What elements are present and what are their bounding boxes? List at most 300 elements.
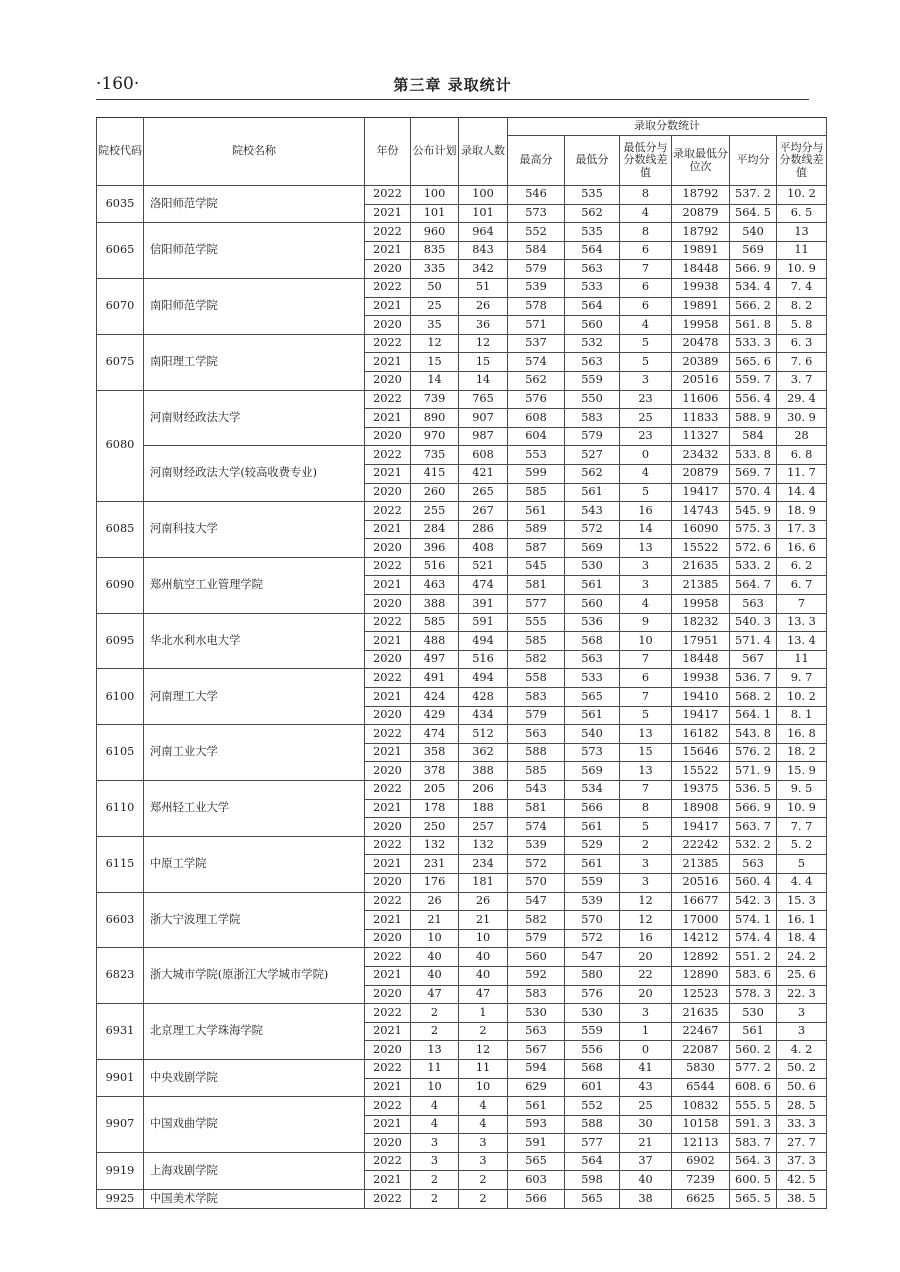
cell-avg: 574. 1 [730, 911, 777, 930]
cell-min-diff: 8 [620, 223, 672, 242]
table-row [97, 948, 827, 967]
cell-max: 563 [508, 725, 565, 744]
school-name: 中国戏曲学院 [144, 1097, 365, 1153]
cell-min-diff: 13 [620, 762, 672, 781]
cell-min-diff: 20 [620, 948, 672, 967]
school-name: 南阳师范学院 [144, 278, 365, 334]
cell-min: 570 [565, 911, 620, 930]
school-code: 6080 [97, 390, 144, 502]
cell-min: 572 [565, 520, 620, 539]
cell-year: 2020 [365, 706, 411, 725]
cell-admitted: 2 [459, 1190, 508, 1209]
cell-year: 2021 [365, 204, 411, 223]
cell-max: 573 [508, 204, 565, 223]
cell-max: 593 [508, 1115, 565, 1134]
cell-min: 563 [565, 650, 620, 669]
cell-avg-diff: 37. 3 [777, 1152, 827, 1171]
table-row [97, 223, 827, 242]
cell-admitted: 521 [459, 557, 508, 576]
cell-avg-diff: 8. 2 [777, 297, 827, 316]
cell-avg-diff: 11 [777, 650, 827, 669]
cell-plan: 4 [411, 1097, 459, 1116]
cell-min-rank: 19417 [672, 483, 730, 502]
school-name: 河南财经政法大学(较高收费专业) [144, 446, 365, 502]
cell-avg-diff: 11 [777, 241, 827, 260]
cell-avg: 533. 2 [730, 557, 777, 576]
cell-min-rank: 19958 [672, 316, 730, 335]
cell-min-rank: 20879 [672, 464, 730, 483]
cell-max: 539 [508, 278, 565, 297]
cell-plan: 260 [411, 483, 459, 502]
cell-min-diff: 7 [620, 688, 672, 707]
cell-admitted: 494 [459, 669, 508, 688]
cell-max: 571 [508, 316, 565, 335]
school-code: 6115 [97, 836, 144, 892]
cell-min: 533 [565, 669, 620, 688]
cell-max: 579 [508, 706, 565, 725]
cell-min-diff: 7 [620, 781, 672, 800]
cell-avg-diff: 5. 2 [777, 836, 827, 855]
cell-plan: 255 [411, 502, 459, 521]
cell-year: 2021 [365, 911, 411, 930]
cell-min-diff: 6 [620, 278, 672, 297]
header-code: 院校代码 [97, 118, 144, 186]
table-row [97, 836, 827, 855]
cell-year: 2022 [365, 1190, 411, 1209]
admission-score-table [96, 117, 827, 1209]
cell-admitted: 265 [459, 483, 508, 502]
cell-min-diff: 8 [620, 799, 672, 818]
cell-avg: 543. 8 [730, 725, 777, 744]
cell-plan: 4 [411, 1115, 459, 1134]
cell-avg-diff: 6. 8 [777, 446, 827, 465]
cell-plan: 14 [411, 371, 459, 390]
cell-admitted: 2 [459, 1171, 508, 1190]
cell-admitted: 907 [459, 409, 508, 428]
cell-avg: 567 [730, 650, 777, 669]
cell-year: 2021 [365, 241, 411, 260]
cell-year: 2022 [365, 557, 411, 576]
cell-plan: 205 [411, 781, 459, 800]
cell-year: 2021 [365, 1115, 411, 1134]
cell-min-rank: 12892 [672, 948, 730, 967]
cell-min-diff: 21 [620, 1134, 672, 1153]
table-row [97, 1004, 827, 1023]
cell-avg-diff: 9. 5 [777, 781, 827, 800]
cell-admitted: 428 [459, 688, 508, 707]
cell-min: 560 [565, 595, 620, 614]
school-code: 9919 [97, 1152, 144, 1189]
cell-max: 582 [508, 911, 565, 930]
cell-avg: 540 [730, 223, 777, 242]
cell-min-rank: 19958 [672, 595, 730, 614]
cell-admitted: 765 [459, 390, 508, 409]
cell-admitted: 40 [459, 948, 508, 967]
table-row [97, 446, 827, 465]
cell-min-diff: 30 [620, 1115, 672, 1134]
cell-year: 2021 [365, 297, 411, 316]
cell-plan: 25 [411, 297, 459, 316]
table-row [97, 502, 827, 521]
cell-year: 2020 [365, 427, 411, 446]
cell-admitted: 26 [459, 297, 508, 316]
cell-plan: 2 [411, 1171, 459, 1190]
cell-min: 588 [565, 1115, 620, 1134]
cell-year: 2022 [365, 892, 411, 911]
cell-year: 2022 [365, 186, 411, 205]
cell-avg: 584 [730, 427, 777, 446]
cell-plan: 429 [411, 706, 459, 725]
cell-min: 562 [565, 204, 620, 223]
cell-min-rank: 18908 [672, 799, 730, 818]
cell-plan: 100 [411, 186, 459, 205]
cell-min: 569 [565, 762, 620, 781]
cell-year: 2020 [365, 371, 411, 390]
cell-min-rank: 23432 [672, 446, 730, 465]
cell-year: 2022 [365, 1004, 411, 1023]
cell-min-diff: 15 [620, 743, 672, 762]
cell-admitted: 206 [459, 781, 508, 800]
cell-plan: 358 [411, 743, 459, 762]
cell-min-diff: 23 [620, 427, 672, 446]
cell-admitted: 843 [459, 241, 508, 260]
cell-min-rank: 22467 [672, 1022, 730, 1041]
table-row [97, 613, 827, 632]
cell-avg-diff: 15. 3 [777, 892, 827, 911]
school-name: 中原工学院 [144, 836, 365, 892]
cell-avg: 600. 5 [730, 1171, 777, 1190]
cell-avg: 568. 2 [730, 688, 777, 707]
cell-max: 589 [508, 520, 565, 539]
cell-year: 2020 [365, 1041, 411, 1060]
school-code: 6085 [97, 502, 144, 558]
cell-avg: 542. 3 [730, 892, 777, 911]
cell-avg-diff: 18. 2 [777, 743, 827, 762]
cell-min-diff: 3 [620, 576, 672, 595]
cell-avg: 561. 8 [730, 316, 777, 335]
cell-avg: 551. 2 [730, 948, 777, 967]
cell-avg: 588. 9 [730, 409, 777, 428]
cell-avg: 565. 6 [730, 353, 777, 372]
table-row [97, 334, 827, 353]
cell-min: 563 [565, 353, 620, 372]
cell-min-rank: 12523 [672, 985, 730, 1004]
cell-admitted: 267 [459, 502, 508, 521]
table-body [97, 186, 827, 1209]
cell-min-rank: 6544 [672, 1078, 730, 1097]
cell-avg: 576. 2 [730, 743, 777, 762]
cell-avg-diff: 7. 6 [777, 353, 827, 372]
cell-min-diff: 4 [620, 204, 672, 223]
school-name: 上海戏剧学院 [144, 1152, 365, 1189]
cell-min-rank: 20516 [672, 371, 730, 390]
cell-min: 533 [565, 278, 620, 297]
cell-min-diff: 20 [620, 985, 672, 1004]
cell-plan: 388 [411, 595, 459, 614]
page-header [96, 74, 809, 96]
cell-year: 2021 [365, 1022, 411, 1041]
school-code: 9907 [97, 1097, 144, 1153]
school-code: 6110 [97, 781, 144, 837]
cell-year: 2022 [365, 613, 411, 632]
cell-max: 543 [508, 781, 565, 800]
cell-min: 565 [565, 688, 620, 707]
cell-plan: 396 [411, 539, 459, 558]
cell-avg-diff: 13. 3 [777, 613, 827, 632]
school-name: 河南科技大学 [144, 502, 365, 558]
cell-admitted: 964 [459, 223, 508, 242]
cell-admitted: 181 [459, 873, 508, 892]
cell-avg-diff: 7 [777, 595, 827, 614]
cell-min: 577 [565, 1134, 620, 1153]
cell-min-rank: 19938 [672, 278, 730, 297]
cell-year: 2022 [365, 725, 411, 744]
cell-max: 587 [508, 539, 565, 558]
cell-admitted: 234 [459, 855, 508, 874]
cell-avg-diff: 18. 4 [777, 929, 827, 948]
cell-avg: 560. 2 [730, 1041, 777, 1060]
cell-plan: 35 [411, 316, 459, 335]
cell-year: 2020 [365, 929, 411, 948]
cell-min: 566 [565, 799, 620, 818]
cell-admitted: 12 [459, 334, 508, 353]
cell-min-diff: 43 [620, 1078, 672, 1097]
school-name: 浙大城市学院(原浙江大学城市学院) [144, 948, 365, 1004]
cell-avg-diff: 3. 7 [777, 371, 827, 390]
cell-min-diff: 0 [620, 446, 672, 465]
cell-plan: 231 [411, 855, 459, 874]
table-row [97, 186, 827, 205]
cell-avg-diff: 5. 8 [777, 316, 827, 335]
cell-min-rank: 11327 [672, 427, 730, 446]
cell-avg-diff: 33. 3 [777, 1115, 827, 1134]
school-code: 6105 [97, 725, 144, 781]
cell-min-rank: 19417 [672, 818, 730, 837]
school-code: 6603 [97, 892, 144, 948]
cell-max: 603 [508, 1171, 565, 1190]
cell-admitted: 512 [459, 725, 508, 744]
cell-min: 573 [565, 743, 620, 762]
school-name: 浙大宁波理工学院 [144, 892, 365, 948]
header-min-rank: 录取最低分位次 [672, 136, 730, 186]
cell-max: 583 [508, 985, 565, 1004]
cell-admitted: 12 [459, 1041, 508, 1060]
cell-plan: 21 [411, 911, 459, 930]
cell-year: 2022 [365, 334, 411, 353]
cell-year: 2020 [365, 539, 411, 558]
cell-min-rank: 19891 [672, 241, 730, 260]
cell-min-rank: 18448 [672, 650, 730, 669]
cell-year: 2021 [365, 688, 411, 707]
cell-avg-diff: 3 [777, 1022, 827, 1041]
cell-min: 561 [565, 855, 620, 874]
cell-year: 2022 [365, 836, 411, 855]
school-code: 6931 [97, 1004, 144, 1060]
cell-year: 2021 [365, 520, 411, 539]
cell-min-diff: 3 [620, 855, 672, 874]
school-code: 6075 [97, 334, 144, 390]
cell-avg-diff: 6. 2 [777, 557, 827, 576]
cell-min: 556 [565, 1041, 620, 1060]
cell-year: 2021 [365, 1078, 411, 1097]
page-number: ·160· [96, 74, 140, 94]
cell-min-rank: 20879 [672, 204, 730, 223]
school-name: 郑州航空工业管理学院 [144, 557, 365, 613]
cell-plan: 50 [411, 278, 459, 297]
cell-plan: 488 [411, 632, 459, 651]
cell-max: 581 [508, 576, 565, 595]
cell-plan: 735 [411, 446, 459, 465]
cell-avg-diff: 24. 2 [777, 948, 827, 967]
cell-max: 578 [508, 297, 565, 316]
cell-min-diff: 0 [620, 1041, 672, 1060]
cell-plan: 3 [411, 1152, 459, 1171]
cell-year: 2021 [365, 855, 411, 874]
cell-plan: 250 [411, 818, 459, 837]
cell-plan: 378 [411, 762, 459, 781]
cell-avg-diff: 3 [777, 1004, 827, 1023]
cell-min-diff: 16 [620, 502, 672, 521]
school-name: 河南工业大学 [144, 725, 365, 781]
cell-min-rank: 11833 [672, 409, 730, 428]
cell-min-diff: 3 [620, 371, 672, 390]
cell-plan: 890 [411, 409, 459, 428]
cell-year: 2021 [365, 1171, 411, 1190]
cell-avg-diff: 7. 4 [777, 278, 827, 297]
cell-min-rank: 21635 [672, 1004, 730, 1023]
cell-avg-diff: 29. 4 [777, 390, 827, 409]
cell-plan: 284 [411, 520, 459, 539]
cell-min-diff: 2 [620, 836, 672, 855]
school-name: 洛阳师范学院 [144, 186, 365, 223]
cell-avg: 569. 7 [730, 464, 777, 483]
cell-avg: 574. 4 [730, 929, 777, 948]
cell-avg: 571. 9 [730, 762, 777, 781]
cell-max: 545 [508, 557, 565, 576]
cell-year: 2020 [365, 260, 411, 279]
cell-avg-diff: 10. 9 [777, 260, 827, 279]
cell-year: 2020 [365, 762, 411, 781]
cell-avg: 533. 3 [730, 334, 777, 353]
cell-admitted: 4 [459, 1115, 508, 1134]
cell-max: 585 [508, 483, 565, 502]
cell-plan: 132 [411, 836, 459, 855]
cell-avg-diff: 6. 3 [777, 334, 827, 353]
cell-min-diff: 6 [620, 297, 672, 316]
cell-max: 552 [508, 223, 565, 242]
cell-min: 568 [565, 1059, 620, 1078]
school-code: 6065 [97, 223, 144, 279]
cell-max: 591 [508, 1134, 565, 1153]
cell-max: 604 [508, 427, 565, 446]
cell-year: 2021 [365, 743, 411, 762]
cell-min-rank: 16090 [672, 520, 730, 539]
cell-min: 579 [565, 427, 620, 446]
cell-avg: 530 [730, 1004, 777, 1023]
cell-admitted: 51 [459, 278, 508, 297]
cell-min: 540 [565, 725, 620, 744]
cell-min: 564 [565, 297, 620, 316]
cell-min-rank: 15522 [672, 539, 730, 558]
cell-min-rank: 21635 [672, 557, 730, 576]
cell-avg: 540. 3 [730, 613, 777, 632]
cell-avg-diff: 11. 7 [777, 464, 827, 483]
cell-max: 530 [508, 1004, 565, 1023]
cell-admitted: 10 [459, 929, 508, 948]
cell-min-diff: 6 [620, 241, 672, 260]
school-name: 华北水利水电大学 [144, 613, 365, 669]
cell-avg-diff: 8. 1 [777, 706, 827, 725]
cell-min: 535 [565, 186, 620, 205]
cell-admitted: 516 [459, 650, 508, 669]
cell-min-rank: 6625 [672, 1190, 730, 1209]
school-name: 北京理工大学珠海学院 [144, 1004, 365, 1060]
cell-plan: 2 [411, 1190, 459, 1209]
cell-min-diff: 1 [620, 1022, 672, 1041]
cell-avg: 583. 7 [730, 1134, 777, 1153]
cell-min-diff: 3 [620, 873, 672, 892]
cell-avg-diff: 15. 9 [777, 762, 827, 781]
cell-min: 530 [565, 557, 620, 576]
cell-min: 564 [565, 1152, 620, 1171]
cell-avg: 578. 3 [730, 985, 777, 1004]
cell-avg-diff: 50. 2 [777, 1059, 827, 1078]
cell-admitted: 421 [459, 464, 508, 483]
cell-avg: 564. 5 [730, 204, 777, 223]
cell-min-diff: 13 [620, 539, 672, 558]
cell-admitted: 342 [459, 260, 508, 279]
cell-max: 577 [508, 595, 565, 614]
cell-admitted: 14 [459, 371, 508, 390]
cell-min-diff: 12 [620, 892, 672, 911]
cell-min-diff: 6 [620, 669, 672, 688]
cell-year: 2022 [365, 390, 411, 409]
table-row [97, 1190, 827, 1209]
cell-min-rank: 16677 [672, 892, 730, 911]
cell-admitted: 257 [459, 818, 508, 837]
cell-min-rank: 18792 [672, 223, 730, 242]
cell-admitted: 101 [459, 204, 508, 223]
cell-admitted: 47 [459, 985, 508, 1004]
cell-min-rank: 12113 [672, 1134, 730, 1153]
cell-plan: 26 [411, 892, 459, 911]
cell-min-rank: 11606 [672, 390, 730, 409]
cell-avg: 563. 7 [730, 818, 777, 837]
cell-year: 2022 [365, 1059, 411, 1078]
cell-avg: 591. 3 [730, 1115, 777, 1134]
cell-plan: 516 [411, 557, 459, 576]
cell-plan: 176 [411, 873, 459, 892]
cell-year: 2021 [365, 409, 411, 428]
cell-admitted: 4 [459, 1097, 508, 1116]
cell-min-diff: 8 [620, 186, 672, 205]
cell-admitted: 188 [459, 799, 508, 818]
cell-min-diff: 7 [620, 650, 672, 669]
cell-plan: 10 [411, 1078, 459, 1097]
cell-avg-diff: 6. 5 [777, 204, 827, 223]
cell-min-diff: 16 [620, 929, 672, 948]
cell-min-rank: 14743 [672, 502, 730, 521]
cell-avg-diff: 42. 5 [777, 1171, 827, 1190]
cell-admitted: 608 [459, 446, 508, 465]
cell-min: 559 [565, 873, 620, 892]
cell-min-rank: 15646 [672, 743, 730, 762]
cell-min-diff: 40 [620, 1171, 672, 1190]
cell-min: 559 [565, 371, 620, 390]
cell-max: 547 [508, 892, 565, 911]
cell-admitted: 494 [459, 632, 508, 651]
cell-avg: 577. 2 [730, 1059, 777, 1078]
